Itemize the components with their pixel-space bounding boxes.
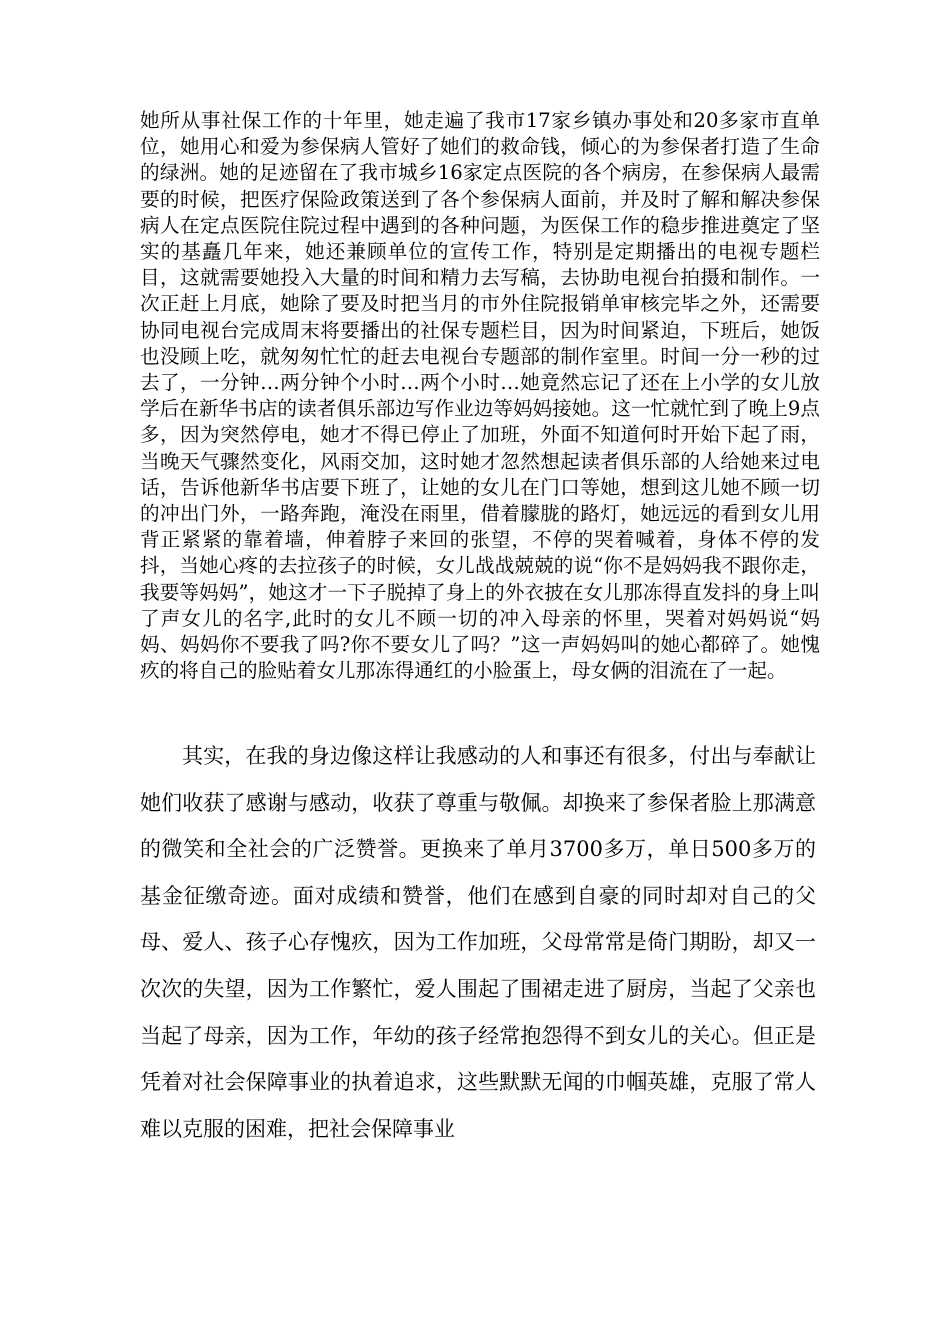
paragraph-story: 她所从事社保工作的十年里，她走遍了我市17家乡镇办事处和20多家市直单位，她用心和爱为参保病人管好了她们的救命钱，倾心的为参保者打造了生命的绿洲。她的足迹留在了我市城乡16家定点医院的各个病房，在参保病人最需要的时候，把医疗保险政策送到了各个参保病人面前，并及时了解和解决参保病人在定点医院住院过程中遇到的各种问题，为医保工作的稳步推进奠定了坚实的基矗几年来，她还兼顾单位的宣传工作，特别是定期播出的电视专题栏目，这就需要她投入大量的时间和精力去写稿，去协助电视台拍摄和制作。一次正赶上月底，她除了要及时把当月的市外住院报销单审核完毕之外，还需要协同电视台完成周末将要播出的社保专题栏目，因为时间紧迫，下班后，她饭也没顾上吃，就匆匆忙忙的赶去电视台专题部的制作室里。时间一分一秒的过去了，一分钟…两分钟个小时…两个小时…她竟然忘记了还在上小学的女儿放学后在新华书店的读者俱乐部边写作业边等妈妈接她。这一忙就忙到了晚上9点多，因为突然停电，她才不得已停止了加班，外面不知道何时开始下起了雨，当晚天气骤然变化，风雨交加，这时她才忽然想起读者俱乐部的人给她来过电话，告诉他新华书店要下班了，让她的女儿在门口等她，想到这儿她不顾一切的冲出门外，一路奔跑，淹没在雨里，借着朦胧的路灯，她远远的看到女儿用背正紧紧的靠着墙，伸着脖子来回的张望，不停的哭着喊着，身体不停的发抖，当她心疼的去拉孩子的时候，女儿战战兢兢的说“你不是妈妈我不跟你走，我要等妈妈”，她这才一下子脱掉了身上的外衣披在女儿那冻得直发抖的身上叫了声女儿的名字,此时的女儿不顾一切的冲入母亲的怀里，哭着对妈妈说“妈妈、妈妈你不要我了吗?你不要女儿了吗？”这一声妈妈叫的她心都碎了。她愧疚的将自己的脸贴着女儿那冻得通红的小脸蛋上，母女俩的泪流在了一起。 bbox=[140, 109, 820, 683]
paragraph-reflection: 其实，在我的身边像这样让我感动的人和事还有很多，付出与奉献让她们收获了感谢与感动，收获了尊重与敬佩。却换来了参保者脸上那满意的微笑和全社会的广泛赞誉。更换来了单月3700多万，单日500多万的基金征缴奇迹。面对成绩和赞誉，他们在感到自豪的同时却对自己的父母、爱人、孩子心存愧疚，因为工作加班，父母常常是倚门期盼，却又一次次的失望，因为工作繁忙，爱人围起了围裙走进了厨房，当起了父亲也当起了母亲，因为工作，年幼的孩子经常抱怨得不到女儿的关心。但正是凭着对社会保障事业的执着追求，这些默默无闻的巾帼英雄，克服了常人难以克服的困难，把社会保障事业 bbox=[140, 744, 816, 1141]
